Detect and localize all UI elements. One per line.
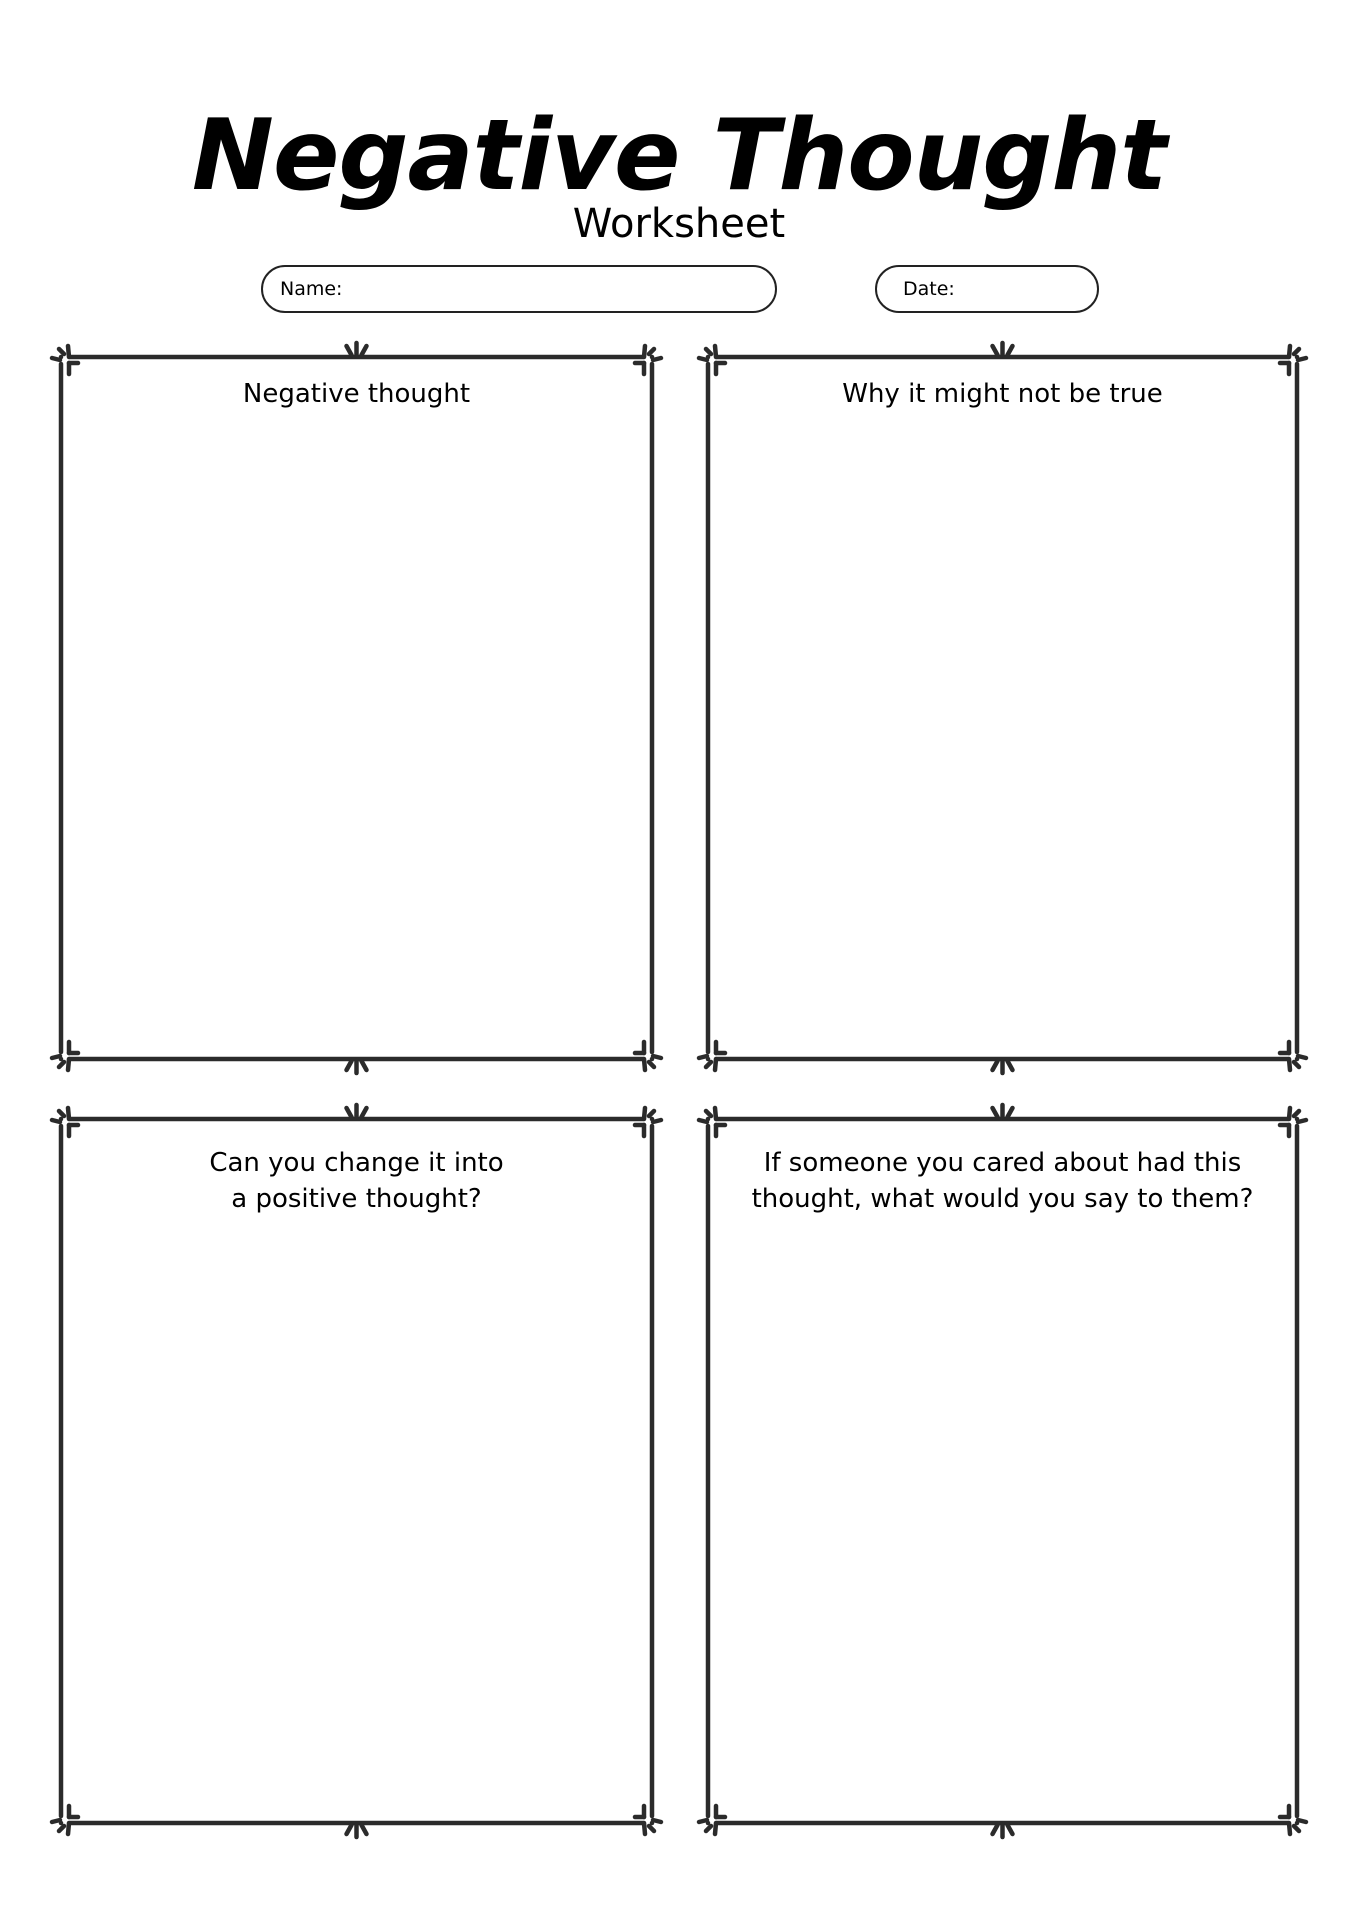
center-ornament-icon — [347, 1825, 367, 1837]
date-field[interactable] — [875, 265, 1099, 313]
center-ornament-icon — [347, 343, 367, 355]
center-ornament-icon — [993, 1105, 1013, 1117]
heading-line: Can you change it into — [209, 1148, 504, 1178]
why-not-true-input[interactable] — [732, 427, 1273, 1035]
corner-ornament-icon — [52, 1108, 78, 1136]
corner-ornament-icon — [635, 1806, 661, 1834]
heading-line: Negative thought — [242, 379, 471, 409]
corner-ornament-icon — [699, 1806, 725, 1834]
negative-thought-input[interactable] — [85, 427, 628, 1035]
panel-heading — [708, 376, 1297, 412]
what-would-you-say-input[interactable] — [732, 1229, 1273, 1799]
center-ornament-icon — [993, 1825, 1013, 1837]
panel-negative-thought — [61, 357, 652, 1059]
corner-ornament-icon — [635, 1042, 661, 1070]
corner-ornament-icon — [635, 1108, 661, 1136]
center-ornament-icon — [993, 343, 1013, 355]
corner-ornament-icon — [1280, 1806, 1306, 1834]
date-input[interactable] — [967, 273, 1081, 307]
page-subtitle: Worksheet — [572, 201, 786, 247]
positive-thought-input[interactable] — [85, 1229, 628, 1799]
date-label: Date: — [903, 278, 955, 300]
corner-ornament-icon — [52, 1042, 78, 1070]
heading-line: If someone you cared about had this — [763, 1148, 1242, 1178]
corner-ornament-icon — [52, 346, 78, 374]
corner-ornament-icon — [699, 346, 725, 374]
corner-ornament-icon — [635, 346, 661, 374]
center-ornament-icon — [347, 1061, 367, 1073]
panel-what-would-you-say — [708, 1119, 1297, 1823]
panel-positive-thought — [61, 1119, 652, 1823]
corner-ornament-icon — [699, 1108, 725, 1136]
panel-heading — [61, 1145, 652, 1217]
name-field[interactable] — [261, 265, 777, 313]
heading-line: Why it might not be true — [842, 379, 1163, 409]
corner-ornament-icon — [1280, 1108, 1306, 1136]
page-title: Negative Thought — [191, 99, 1167, 213]
panel-heading — [708, 1145, 1297, 1217]
heading-line: thought, what would you say to them? — [751, 1184, 1254, 1214]
corner-ornament-icon — [1280, 346, 1306, 374]
center-ornament-icon — [993, 1061, 1013, 1073]
center-ornament-icon — [347, 1105, 367, 1117]
corner-ornament-icon — [1280, 1042, 1306, 1070]
name-label: Name: — [280, 278, 343, 300]
heading-line: a positive thought? — [231, 1184, 482, 1214]
corner-ornament-icon — [699, 1042, 725, 1070]
name-input[interactable] — [353, 273, 757, 307]
panel-why-not-true — [708, 357, 1297, 1059]
panel-heading — [61, 376, 652, 412]
corner-ornament-icon — [52, 1806, 78, 1834]
